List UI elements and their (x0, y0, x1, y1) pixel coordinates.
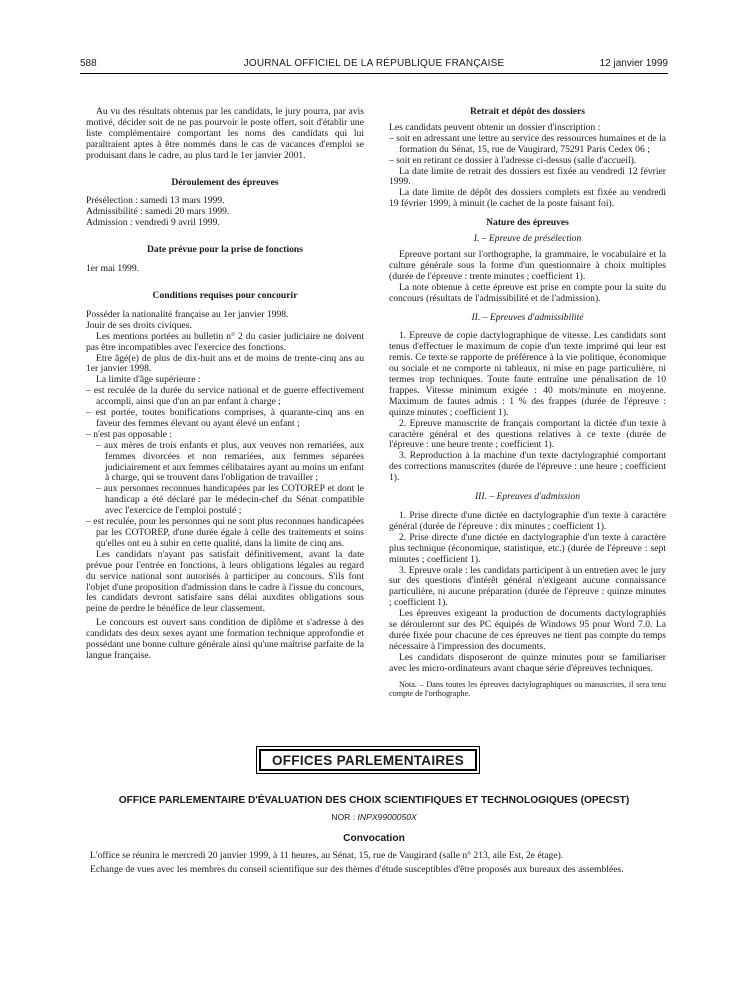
retrait-intro: Les candidats peuvent obtenir un dossier d'inscription : (389, 121, 601, 133)
condition-item: – est portée, toutes bonifications comprises, à quarante-cinq ans en faveur des femmes élevant ou ayant élevé un enfant ; (86, 407, 364, 429)
admissibilite-date: Admissibilité : samedi 20 mars 1999. (86, 206, 230, 218)
left-column (86, 107, 364, 662)
nota-note: Nota. – Dans toutes les épreuves dactylographiques ou manuscrites, il sera tenu compte de l'orthographe. (389, 679, 666, 699)
epreuves-pc-paragraph: Les épreuves exigeant la production de documents dactylographiés se dérouleront sur des PC équipés de Windows 95 pour Word 7.0. La durée fixée pour chacune de ces épreuves ne tient pas compte du temps nécessaire à l'impression des documents. (389, 608, 666, 652)
page-header (80, 58, 668, 72)
condition-casier: Les mentions portées au bulletin n° 2 du casier judiciaire ne doivent pas être incompatibles avec l'exercice des fonctions. (86, 330, 364, 353)
conditions-heading: Conditions requises pour concourir (152, 289, 298, 301)
condition-subitem: – aux personnes reconnues handicapées par les COTOREP et dont le handicap a été déclaré par le médecin-chef du Sénat compatible avec l'exercice de l'emploi postulé ; (96, 483, 364, 517)
exchange-text: Echange de vues avec les membres du conseil scientifique sur des thèmes d'étude susceptibles d'être proposés aux bureaux des assemblées. (90, 863, 624, 875)
section-admissibilite-heading: II. – Epreuves d'admissibilité (471, 311, 584, 323)
section-preselection-heading: I. – Epreuve de présélection (473, 233, 582, 245)
deroulement-heading: Déroulement des épreuves (171, 176, 279, 188)
admissibilite-epreuve-3: 3. Reproduction à la machine d'un texte dactylographié comportant des corrections manuscrites (durée de l'épreuve : une heure ; coefficient 1). (389, 450, 666, 484)
condition-item: – est reculée, pour les personnes qui ne sont plus reconnues handicapées par les COTOREP, d'une durée égale à celle des traitements et soins qu'elles ont eu à subir en cette qualité, dans la limite de cinq ans. (86, 516, 364, 549)
preselection-paragraph: Epreuve portant sur l'orthographe, la grammaire, le vocabulaire et la culture générale sous la forme d'un questionnaire à choix multiples (durée de l'épreuve : trente minutes ; coefficient 1). (389, 248, 666, 282)
familiarisation-paragraph: Les candidats disposeront de quinze minutes pour se familiariser avec les micro-ordinateurs avant chaque série d'épreuves techniques. (389, 651, 666, 674)
retrait-date: La date limite de retrait des dossiers est fixée au vendredi 12 février 1999. (389, 165, 666, 188)
concours-paragraph: Le concours est ouvert sans condition de diplôme et s'adresse à des candidats des deux sexes ayant une formation technique approfondie et possédant une bonne culture générale ainsi qu'une maîtrise parfaite de la langue française. (86, 617, 364, 661)
admissibilite-epreuve-1: 1. Epreuve de copie dactylographique de vitesse. Les candidats sont tenus d'effectuer le maximum de copie d'un texte imprimé qui leur est remis. Ce texte se rapporte de préférence à la vie politique, économique ou sociale et ne comporte ni tableaux, ni mise en page particulière, ni termes trop techniques. Toute faute entraîne une pénalisation de 10 frappes. Vitesse minimum exigée : 40 mots/minute en moyenne. Maximum de fautes admis : 1 % des frappes (durée de l'épreuve : quinze minutes ; coefficient 1). (389, 330, 666, 418)
admission-epreuve-3: 3. Epreuve orale : les candidats participent à un entretien avec le jury sur des questions d'intérêt général n'exigeant aucune connaissance particulière, ni aucune préparation (durée de l'épreuve : quinze minutes ; coefficient 1). (389, 564, 666, 609)
header-rule (80, 73, 668, 74)
condition-item: – est reculée de la durée du service national et de guerre effectivement accompli, ainsi que d'un an par enfant à charge ; (86, 385, 364, 408)
retrait-item: – soit en adressant une lettre au service des ressources humaines et de la formation du Sénat, 15, rue de Vaugirard, 75291 Paris Cedex 06 ; (389, 132, 666, 155)
office-title: OFFICE PARLEMENTAIRE D'ÉVALUATION DES CHOIX SCIENTIFIQUES ET TECHNOLOGIQUES (OPECST) (118, 795, 630, 806)
section-title: OFFICES PARLEMENTAIRES (259, 749, 477, 771)
retrait-item: – soit en retirant ce dossier à l'adresse ci-dessus (salle d'accueil). (389, 154, 637, 166)
condition-nationalite: Posséder la nationalité française au 1er janvier 1998. (86, 308, 289, 320)
condition-subitem: – aux mères de trois enfants et plus, aux veuves non remariées, aux femmes divorcées et non remariées, aux femmes séparées judiciairement et aux femmes célibataires ayant au moins un enfant à charge, qui se trouvent dans l'obligation de travailler ; (96, 439, 364, 484)
nor-reference (80, 812, 668, 822)
page-number: 588 (80, 58, 97, 69)
depot-date: La date limite de dépôt des dossiers complets est fixée au vendredi 19 février 1999, à minuit (le cachet de la poste faisant foi). (389, 187, 666, 210)
condition-age: Etre âgé(e) de plus de dix-huit ans et de moins de trente-cinq ans au 1er janvier 1998. (86, 352, 364, 375)
issue-date: 12 janvier 1999 (599, 58, 668, 69)
preselection-date: Présélection : samedi 13 mars 1999. (86, 195, 225, 207)
journal-title: JOURNAL OFFICIEL DE LA RÉPUBLIQUE FRANÇAISE (243, 58, 505, 69)
convocation-text: L'office se réunira le mercredi 20 janvier 1999, à 11 heures, au Sénat, 15, rue de Vaugirard (salle n° 213, aile Est, 2e étage). (90, 850, 564, 861)
admissibilite-epreuve-2: 2. Epreuve manuscrite de français comportant la dictée d'un texte à caractère général et des questions relatives à ce texte (durée de l'épreuve : une heure trente ; coefficient 1). (389, 417, 666, 451)
condition-item: – n'est pas opposable : (86, 428, 172, 440)
nor-label: NOR : (331, 812, 356, 822)
convocation-body (80, 851, 667, 879)
section-title-box (256, 746, 480, 774)
section-admission-heading: III. – Epreuves d'admission (474, 491, 581, 503)
admission-epreuve-1: 1. Prise directe d'une dictée en dactylographie d'un texte à caractère général (durée de l'épreuve : dix minutes ; coefficient 1). (389, 510, 666, 532)
admission-epreuve-2: 2. Prise directe d'une dictée en dactylographie d'un texte à caractère plus technique (économique, statistique, etc.) (durée de l'épreuve : sept minutes ; coefficient 1). (389, 531, 666, 565)
preselection-note: La note obtenue à cette épreuve est prise en compte pour la suite du concours (résultats de l'admissibilité et de l'admission). (389, 281, 666, 304)
service-national-paragraph: Les candidats n'ayant pas satisfait définitivement, avant la date prévue pour l'entrée en fonctions, à leurs obligations légales au regard du service national sont autorisés à participer au concours. S'ils font l'objet d'une proposition d'admission dans le cadre à l'issue du concours, les candidats devront satisfaire sans délai auxdites obligations sous peine de perdre le bénéfice de leur classement. (86, 548, 364, 615)
nor-code: INPX9900050X (357, 812, 417, 822)
intro-paragraph: Au vu des résultats obtenus par les candidats, le jury pourra, par avis motivé, décider soit de ne pas pourvoir le poste offert, soit d'établir une liste complémentaire comportant les noms des candidats qui lui paraîtraient aptes à être nommés dans le cas de vacances d'emploi se produisant dans le cadre, au plus tard le 1er janvier 2001. (86, 106, 364, 161)
right-column (389, 107, 666, 699)
admission-date: Admission : vendredi 9 avril 1999. (86, 217, 220, 229)
retrait-heading: Retrait et dépôt des dossiers (469, 106, 586, 117)
date-prise-heading: Date prévue pour la prise de fonctions (147, 244, 303, 256)
convocation-heading: Convocation (343, 833, 405, 844)
date-prise-text: 1er mai 1999. (86, 263, 140, 275)
condition-limite-age: La limite d'âge supérieure : (96, 374, 201, 386)
condition-droits: Jouir de ses droits civiques. (86, 319, 192, 331)
nature-heading: Nature des épreuves (486, 217, 569, 229)
